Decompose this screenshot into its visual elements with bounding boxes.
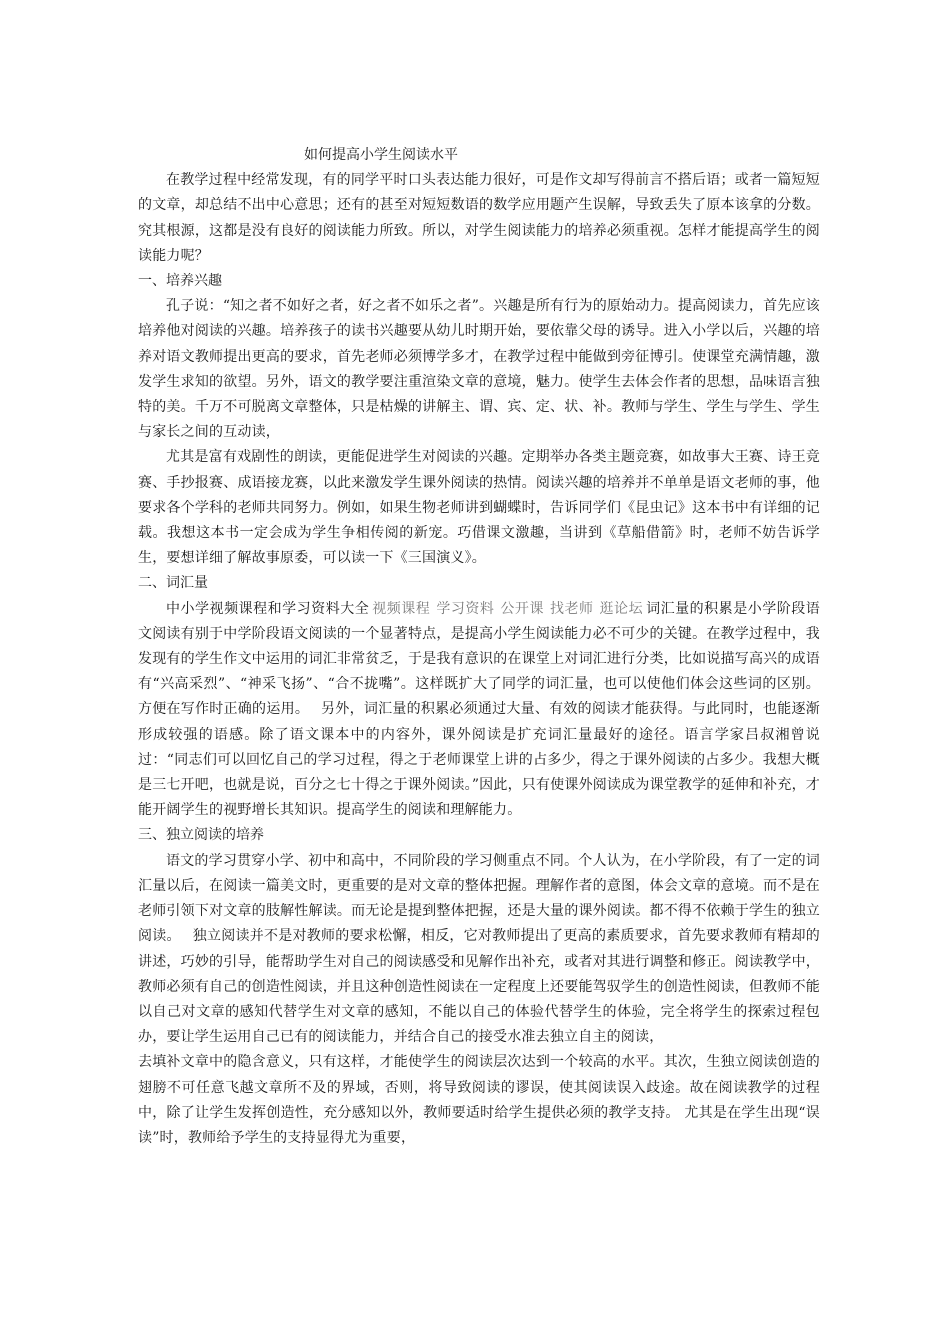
ad-link-forum[interactable]: 逛论坛 xyxy=(599,600,644,617)
ad-link-open-classes[interactable]: 公开课 xyxy=(500,600,544,617)
interest-paragraph-2: 尤其是富有戏剧性的朗读，更能促进学生对阅读的兴趣。定期举办各类主题竞赛，如故事大王赛、诗王竞赛、手抄报赛、成语接龙赛，以此来激发学生课外阅读的热情。阅读兴趣的培养并不单单是语文老师的事，他要求各个学科的老师共同努力。例如，如果生物老师讲到蝴蝶时，告诉同学们《昆虫记》这本书中有详细的记载。我想这本书一定会成为学生争相传阅的新宠。巧借课文激趣，当讲到《草船借箭》时，老师不妨告诉学生，要想详细了解故事原委，可以读一下《三国演义》。 xyxy=(138,449,820,567)
document-page xyxy=(138,143,820,1151)
section-heading-interest: 一、培养兴趣 xyxy=(138,273,222,290)
vocabulary-paragraph xyxy=(138,597,820,824)
interest-paragraph-1: 孔子说：“知之者不如好之者，好之者不如乐之者”。兴趣是所有行为的原始动力。提高阅读力，首先应该培养他对阅读的兴趣。培养孩子的读书兴趣要从幼儿时期开始，要依靠父母的诱导。进入小学以后，兴趣的培养对语文教师提出更高的要求，首先老师必须博学多才，在教学过程中能做到旁征博引。使课堂充满情趣，激发学生求知的欲望。另外，语文的教学要注重渲染文章的意境，魅力。使学生去体会作者的思想，品味语言独特的美。千万不可脱离文章整体，只是枯燥的讲解主、谓、宾、定、状、补。教师与学生、学生与学生、学生与家长之间的互动读， xyxy=(138,298,820,441)
document-title: 如何提高小学生阅读水平 xyxy=(304,147,458,163)
section-heading-vocabulary: 二、词汇量 xyxy=(138,575,208,592)
vocabulary-body-text: 词汇量的积累是小学阶段语文阅读有别于中学阶段语文阅读的一个显著特点，是提高小学生阅读能力必不可少的关键。在教学过程中，我发现有的学生作文中运用的词汇非常贫乏，于是我有意识的在课堂上对词汇进行分类，比如说描写高兴的成语有“兴高采烈”、“神采飞扬”、“合不拢嘴”。这样既扩大了同学的词汇量，也可以使他们体会这些词的区别。方便在写作时正确的运用。 另外，词汇量的积累必须通过大量、有效的阅读才能获得。与此同时，也能逐渐形成较强的语感。除了语文课本中的内容外，课外阅读是扩充词汇量最好的途径。语言学家吕叔湘曾说过：“同志们可以回忆自己的学习过程，得之于老师课堂上讲的占多少，得之于课外阅读的占多少。我想大概是三七开吧，也就是说，百分之七十得之于课外阅读。”因此，只有使课外阅读成为课堂教学的延伸和补充，才能开阔学生的视野增长其知识。提高学生的阅读和理解能力。 xyxy=(138,600,820,819)
independent-reading-paragraph-2: 去填补文章中的隐含意义，只有这样，才能使学生的阅读层次达到一个较高的水平。其次，生独立阅读创造的翅膀不可任意飞越文章所不及的界域，否则，将导致阅读的谬误，使其阅读误入歧途。故在阅读教学的过程中，除了让学生发挥创造性，充分感知以外，教师要适时给学生提供必须的教学支持。 尤其是在学生出现“误读”时，教师给予学生的支持显得尤为重要， xyxy=(138,1054,820,1146)
ad-prefix-text: 中小学视频课程和学习资料大全 xyxy=(166,600,370,617)
intro-paragraph: 在教学过程中经常发现，有的同学平时口头表达能力很好，可是作文却写得前言不搭后语；或者一篇短短的文章，却总结不出中心意思；还有的甚至对短短数语的数学应用题产生误解，导致丢失了原本该拿的分数。究其根源，这都是没有良好的阅读能力所致。所以，对学生阅读能力的培养必须重视。怎样才能提高学生的阅读能力呢？ xyxy=(138,172,820,264)
section-heading-independent-reading: 三、独立阅读的培养 xyxy=(138,827,264,844)
ad-link-video-courses[interactable]: 视频课程 xyxy=(372,600,431,617)
ad-link-find-teacher[interactable]: 找老师 xyxy=(549,600,594,617)
ad-link-study-materials[interactable]: 学习资料 xyxy=(436,600,495,617)
independent-reading-paragraph-1: 语文的学习贯穿小学、初中和高中，不同阶段的学习侧重点不同。个人认为，在小学阶段，有了一定的词汇量以后，在阅读一篇美文时，更重要的是对文章的整体把握。理解作者的意图，体会文章的意境。而不是在老师引领下对文章的肢解性解读。而无论是提到整体把握，还是大量的课外阅读。都不得不依赖于学生的独立阅读。 独立阅读并不是对教师的要求松懈，相反，它对教师提出了更高的素质要求，首先要求教师有精却的讲述，巧妙的引导，能帮助学生对自己的阅读感受和见解作出补充，或者对其进行调整和修正。阅读教学中，教师必须有自己的创造性阅读，并且这种创造性阅读在一定程度上还要能驾驭学生的创造性阅读，但教师不能以自己对文章的感知代替学生对文章的感知，不能以自己的体验代替学生的体验，完全将学生的探索过程包办，要让学生运用自己已有的阅读能力，并结合自己的接受水准去独立自主的阅读， xyxy=(138,852,820,1046)
